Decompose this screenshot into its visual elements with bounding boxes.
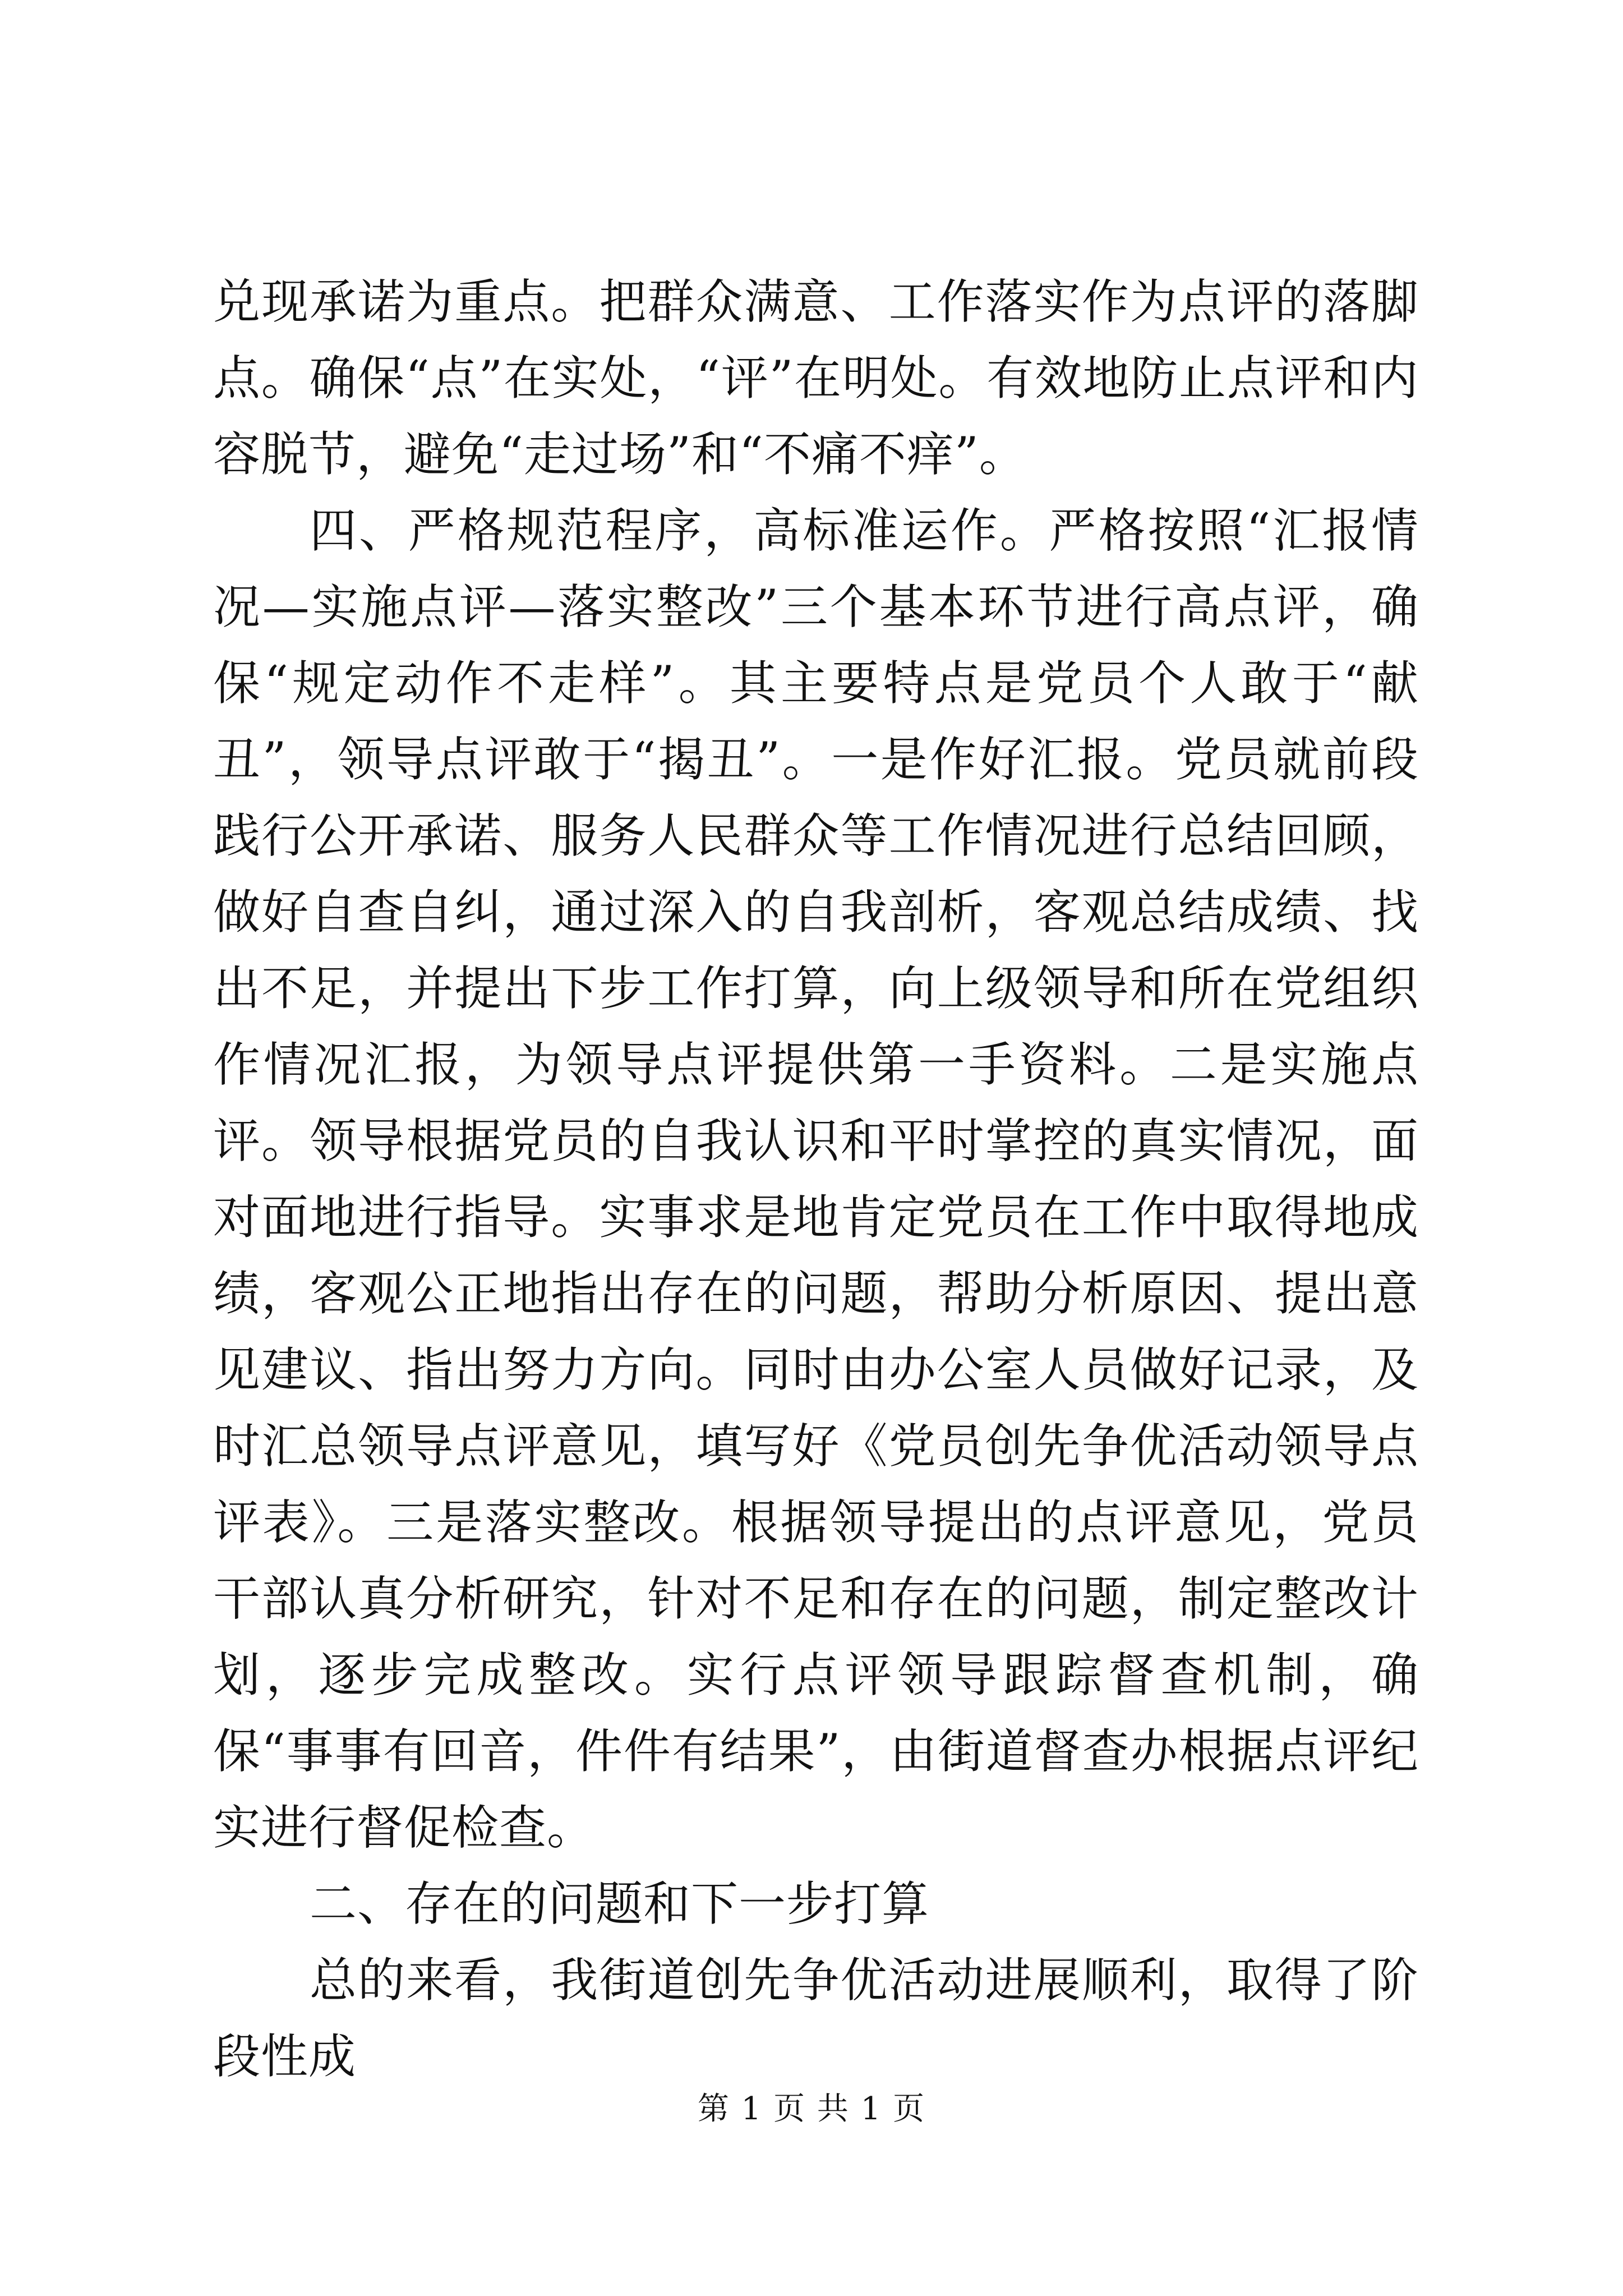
paragraph-procedure: 四、严格规范程序，高标准运作。严格按照“汇报情况—实施点评—落实整改”三个基本环节进行高点评，确保“规定动作不走样”。其主要特点是党员个人敢于“献丑”，领导点评敢于“揭丑”。一是作好汇报。党员就前段践行公开承诺、服务人民群众等工作情况进行总结回顾，做好自查自纠，通过深入的自我剖析，客观总结成绩、找出不足，并提出下步工作打算，向上级领导和所在党组织作情况汇报，为领导点评提供第一手资料。二是实施点评。领导根据党员的自我认识和平时掌控的真实情况，面对面地进行指导。实事求是地肯定党员在工作中取得地成绩，客观公正地指出存在的问题，帮助分析原因、提出意见建议、指出努力方向。同时由办公室人员做好记录，及时汇总领导点评意见，填写好《党员创先争优活动领导点评表》。三是落实整改。根据领导提出的点评意见，党员干部认真分析研究，针对不足和存在的问题，制定整改计划，逐步完成整改。实行点评领导跟踪督查机制，确保“事事有回音，件件有结果”，由街道督查办根据点评纪实进行督促检查。 — [213, 503, 1419, 1855]
page-footer: 第 1 页 共 1 页 — [697, 2091, 926, 2127]
document-body — [213, 264, 1419, 2095]
section-heading-problems: 二、存在的问题和下一步打算 — [310, 1876, 930, 1931]
paragraph-summary: 总的来看，我街道创先争优活动进展顺利，取得了阶段性成 — [213, 1953, 1419, 2084]
paragraph-continuation: 兑现承诺为重点。把群众满意、工作落实作为点评的落脚点。确保“点”在实处，“评”在明处。有效地防止点评和内容脱节，避免“走过场”和“不痛不痒”。 — [213, 274, 1419, 482]
